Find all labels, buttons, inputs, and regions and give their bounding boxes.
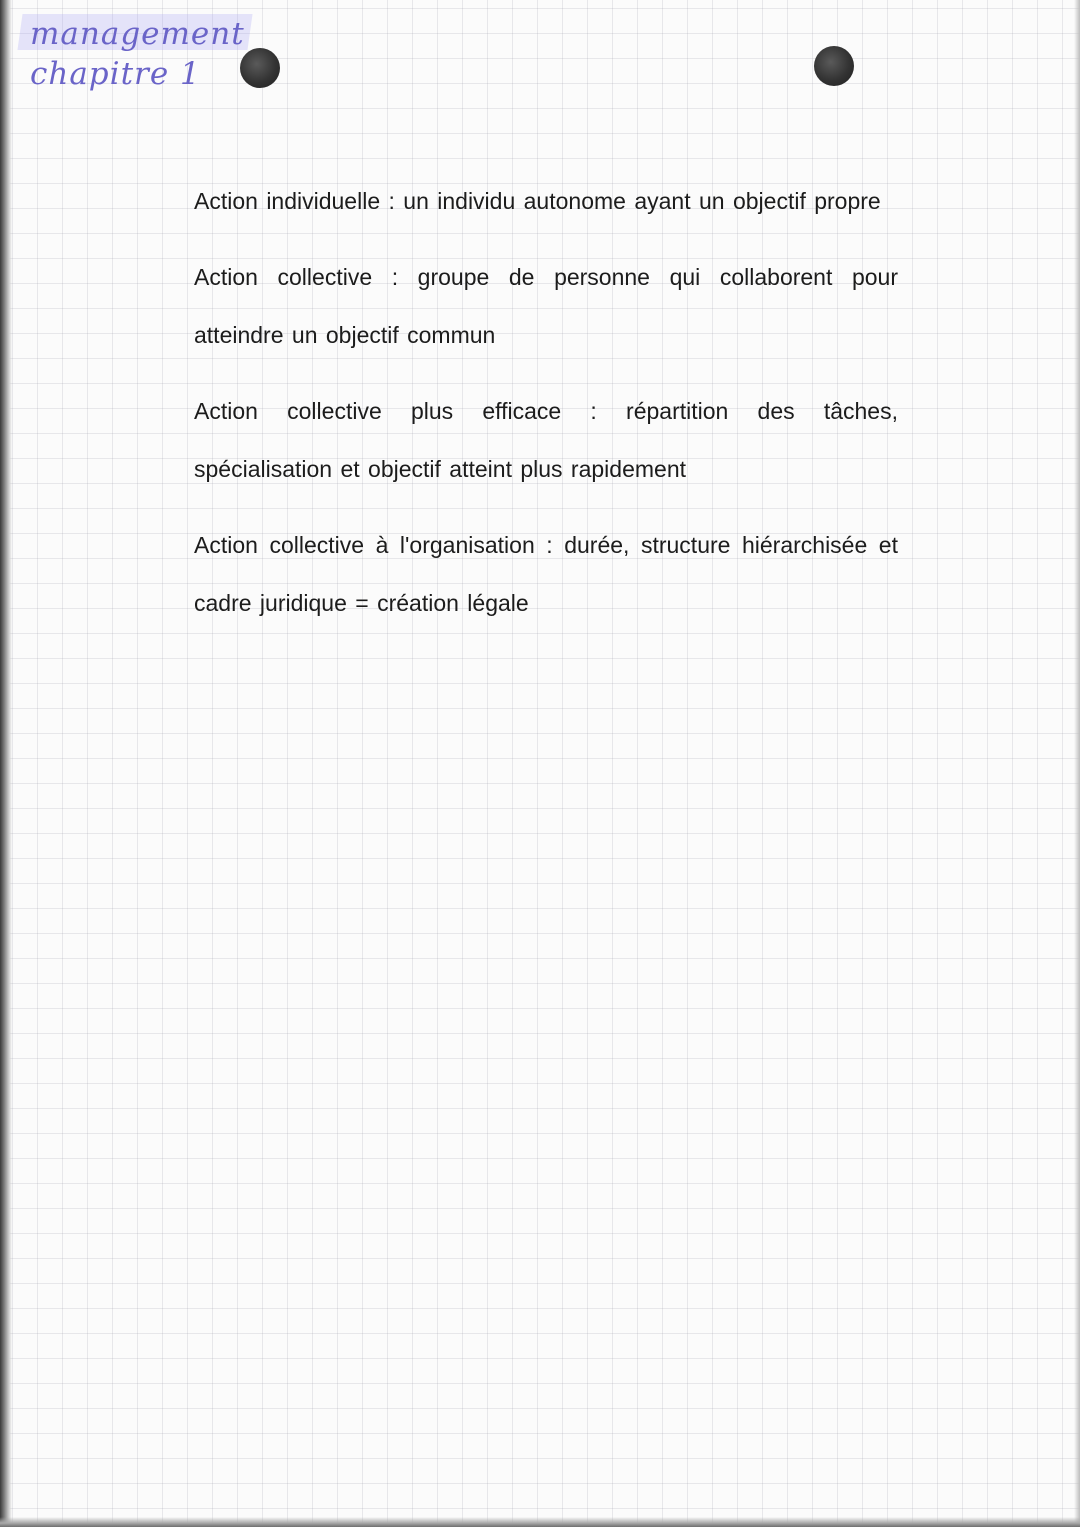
definition-action-collective-organisation: Action collective à l'organisation : durée, structure hiérarchisée et cadre juridique = création légale bbox=[194, 532, 898, 616]
page-right-edge bbox=[1074, 0, 1080, 1527]
notes-body bbox=[194, 172, 898, 650]
punch-hole-right bbox=[814, 46, 854, 86]
definition-action-collective-efficace: Action collective plus efficace : répartition des tâches, spécialisation et objectif atteint plus rapidement bbox=[194, 398, 898, 482]
handwritten-title-line-2: chapitre 1 bbox=[30, 56, 201, 92]
page-bottom-edge bbox=[0, 1517, 1080, 1527]
definition-action-individuelle: Action individuelle : un individu autonome ayant un objectif propre bbox=[194, 188, 881, 214]
handwritten-title-line-1: management bbox=[30, 16, 245, 52]
handwritten-title bbox=[30, 14, 245, 94]
page-left-edge bbox=[0, 0, 12, 1527]
definition-action-collective: Action collective : groupe de personne qui collaborent pour atteindre un objectif commun bbox=[194, 264, 898, 348]
punch-hole-left bbox=[240, 48, 280, 88]
